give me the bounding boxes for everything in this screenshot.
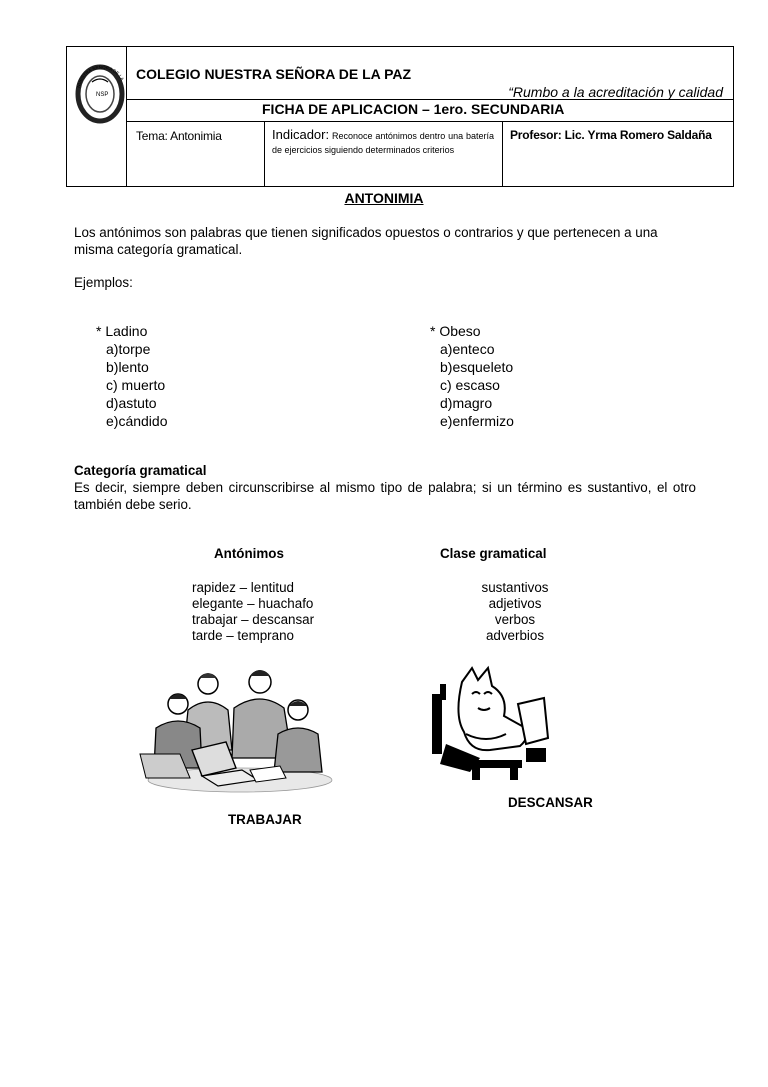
header-border-right	[733, 46, 734, 187]
option-item: b)esqueleto	[440, 359, 514, 375]
option-item: e)cándido	[106, 413, 168, 429]
antonym-pair: trabajar – descansar	[192, 612, 315, 627]
antonym-pair: rapidez – lentitud	[192, 580, 294, 595]
page-title: ANTONIMIA	[344, 190, 424, 206]
indicator-text: Reconoce antónimos dentro una batería de ejercicios siguiendo determinados criterios	[272, 131, 494, 155]
school-motto: “Rumbo a la acreditación y calidad	[508, 84, 723, 100]
antonym-pair: tarde – temprano	[192, 628, 294, 643]
option-item: c) escaso	[440, 377, 500, 393]
column-header-clase: Clase gramatical	[440, 546, 547, 561]
worksheet-title: FICHA DE APLICACION – 1ero. SECUNDARIA	[262, 101, 565, 117]
exercise-ladino	[96, 322, 168, 430]
option-item: b)lento	[106, 359, 149, 375]
option-item: d)astuto	[106, 395, 157, 411]
antonym-pair: elegante – huachafo	[192, 596, 314, 611]
intro-paragraph: Los antónimos son palabras que tienen significados opuestos o contrarios y que pertenecen a una misma categoría gramatical.	[74, 225, 658, 257]
exercise-head: * Obeso	[430, 323, 481, 339]
teacher-name: Profesor: Lic. Yrma Romero Saldaña	[510, 128, 712, 142]
caption-descansar: DESCANSAR	[508, 795, 593, 810]
caption-trabajar: TRABAJAR	[228, 812, 302, 827]
exercise-obeso	[430, 322, 514, 430]
grammatical-class: adverbios	[485, 628, 545, 643]
antonym-list	[192, 580, 314, 644]
header-divider-indicador	[264, 121, 265, 187]
header-divider-logo	[126, 46, 127, 187]
logo-text: NUESTRA SEÑORA DE LA	[76, 64, 125, 89]
indicator-label: Indicador:	[272, 127, 330, 142]
grammatical-class: verbos	[494, 612, 536, 627]
logo-initials: NSP	[96, 92, 109, 98]
grammatical-class: adjetivos	[488, 596, 542, 611]
header-border-bottom	[66, 186, 734, 187]
header-row-line-2	[126, 121, 733, 122]
grammatical-class: sustantivos	[481, 580, 549, 595]
header-border-left	[66, 46, 67, 187]
column-header-antonimos: Antónimos	[214, 546, 284, 561]
option-item: d)magro	[440, 395, 493, 411]
category-paragraph: Es decir, siempre deben circunscribirse al mismo tipo de palabra; si un término es sustantivo, el otro también debe serio.	[74, 480, 696, 512]
working-people-illustration	[130, 662, 335, 800]
header-border-top	[66, 46, 734, 47]
category-title: Categoría gramatical	[74, 463, 207, 478]
option-item: a)enteco	[440, 341, 495, 357]
school-name: COLEGIO NUESTRA SEÑORA DE LA PAZ	[136, 66, 412, 82]
option-item: e)enfermizo	[440, 413, 514, 429]
resting-animal-illustration	[432, 664, 554, 782]
option-item: a)torpe	[106, 341, 151, 357]
exercise-head: * Ladino	[96, 323, 148, 339]
school-logo	[70, 52, 126, 128]
header-divider-profesor	[502, 121, 503, 187]
class-list	[440, 580, 590, 644]
examples-label: Ejemplos:	[74, 275, 133, 290]
topic-label: Tema: Antonimia	[136, 129, 222, 143]
indicator-cell	[272, 128, 494, 157]
option-item: c) muerto	[106, 377, 166, 393]
